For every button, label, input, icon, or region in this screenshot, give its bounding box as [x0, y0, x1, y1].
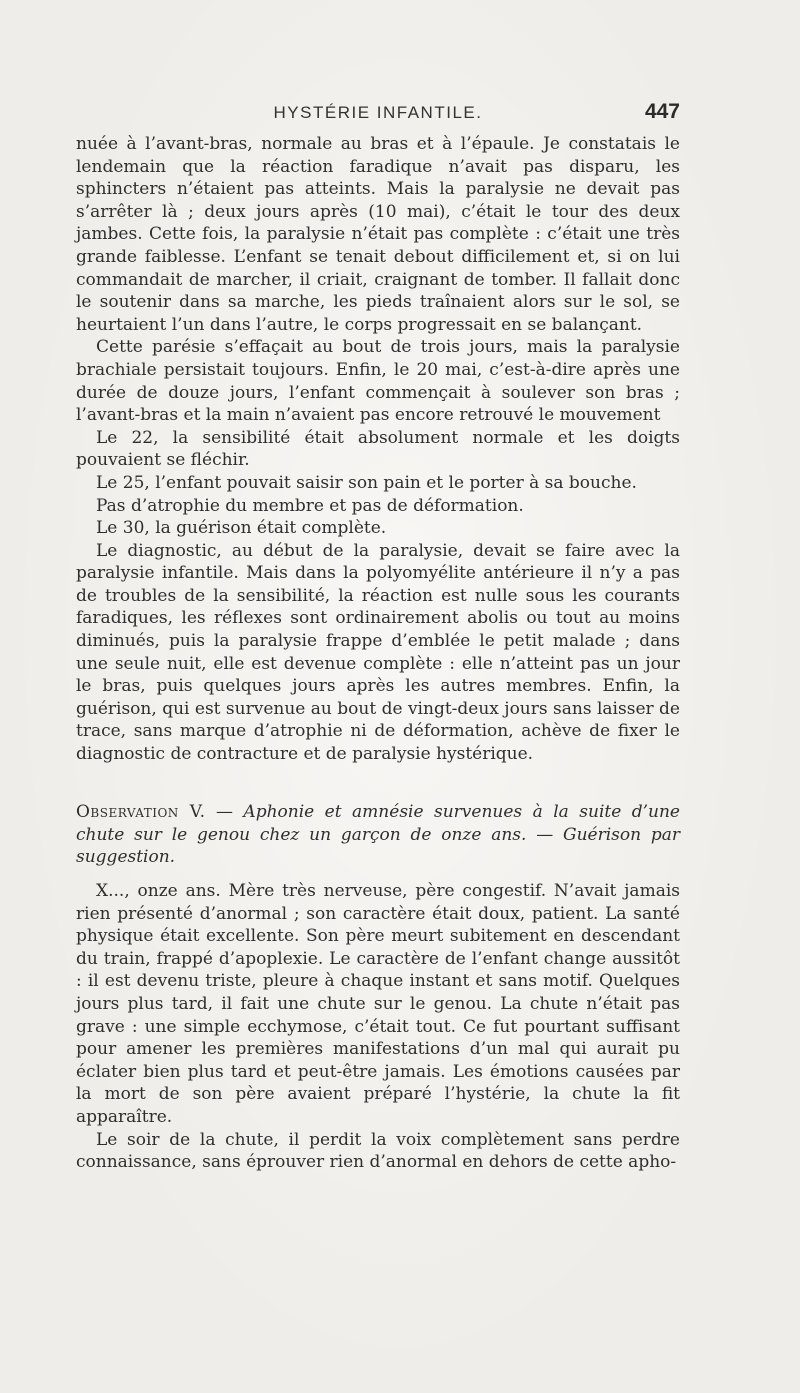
- running-head: [76, 100, 680, 126]
- observation-text: [76, 880, 680, 1174]
- observation-dash: —: [205, 802, 244, 822]
- observation-heading: [76, 801, 680, 869]
- paragraph: Le 25, l’enfant pouvait saisir son pain et le porter à sa bouche.: [96, 472, 637, 493]
- page-number: 447: [644, 100, 680, 123]
- running-title: HYSTÉRIE INFANTILE.: [273, 103, 483, 122]
- paragraph: Pas d’atrophie du membre et pas de déformation.: [96, 495, 524, 516]
- observation-title: Aphonie et amnésie survenues à la suite d’une chute sur le genou chez un garçon de onze ans. — Guérison par suggestion.: [76, 802, 680, 868]
- case-continuation-text: [76, 133, 680, 766]
- paragraph: Le 22, la sensibilité était absolument normale et les doigts pouvaient se fléchir.: [76, 427, 680, 471]
- paragraph: nuée à l’avant-bras, normale au bras et à l’épaule. Je constatais le lendemain que la réaction faradique n’avait pas disparu, les sphincters n’étaient pas atteints. Mais la paralysie ne devait pas s’arrêter là ; deux jours après (10 mai), c’était le tour des deux jambes. Cette fois, la paralysie n’était pas complète : c’était une très grande faiblesse. L’enfant se tenait debout difficilement et, si on lui commandait de marcher, il criait, craignant de tomber. Il fallait donc le soutenir dans sa marche, les pieds traînaient alors sur le sol, se heurtaient l’un dans l’autre, le corps progressait en se balançant.: [76, 134, 680, 335]
- paragraph: Le diagnostic, au début de la paralysie, devait se faire avec la paralysie infantile. Mais dans la polyomyélite antérieure il n’y a pas de troubles de la sensibilité, la réaction est nulle sous les courants faradiques, les réflexes sont ordinairement abolis ou tout au moins diminués, puis la paralysie frappe d’emblée le petit malade ; dans une seule nuit, elle est devenue complète : elle n’atteint pas un jour le bras, puis quelques jours après les autres membres. Enfin, la guérison, qui est survenue au bout de vingt-deux jours sans laisser de trace, sans marque d’atrophie ni de déformation, achève de fixer le diagnostic de contracture et de paralysie hystérique.: [76, 540, 680, 765]
- paragraph: Le 30, la guérison était complète.: [96, 518, 387, 539]
- observation-label: Observation V.: [76, 802, 206, 822]
- paragraph: Le soir de la chute, il perdit la voix complètement sans perdre connaissance, sans éprouver rien d’anormal en dehors de cette apho-: [76, 1129, 680, 1173]
- paragraph: Cette parésie s’effaçait au bout de trois jours, mais la paralysie brachiale persistait toujours. Enfin, le 20 mai, c’est-à-dire après une durée de douze jours, l’enfant commençait à soulever son bras ; l’avant-bras et la main n’avaient pas encore retrouvé le mouvement: [76, 337, 680, 426]
- paragraph: X..., onze ans. Mère très nerveuse, père congestif. N’avait jamais rien présenté d’anormal ; son caractère était doux, patient. La santé physique était excellente. Son père meurt subitement en descendant du train, frappé d’apoplexie. Le caractère de l’enfant change aussitôt : il est devenu triste, pleure à chaque instant et sans motif. Quelques jours plus tard, il fait une chute sur le genou. La chute n’était pas grave : une simple ecchymose, c’était tout. Ce fut pourtant suffisant pour amener les premières manifestations d’un mal qui aurait pu éclater bien plus tard et peut-être jamais. Les émotions causées par la mort de son père avaient préparé l’hystérie, la chute la fit apparaître.: [76, 881, 680, 1127]
